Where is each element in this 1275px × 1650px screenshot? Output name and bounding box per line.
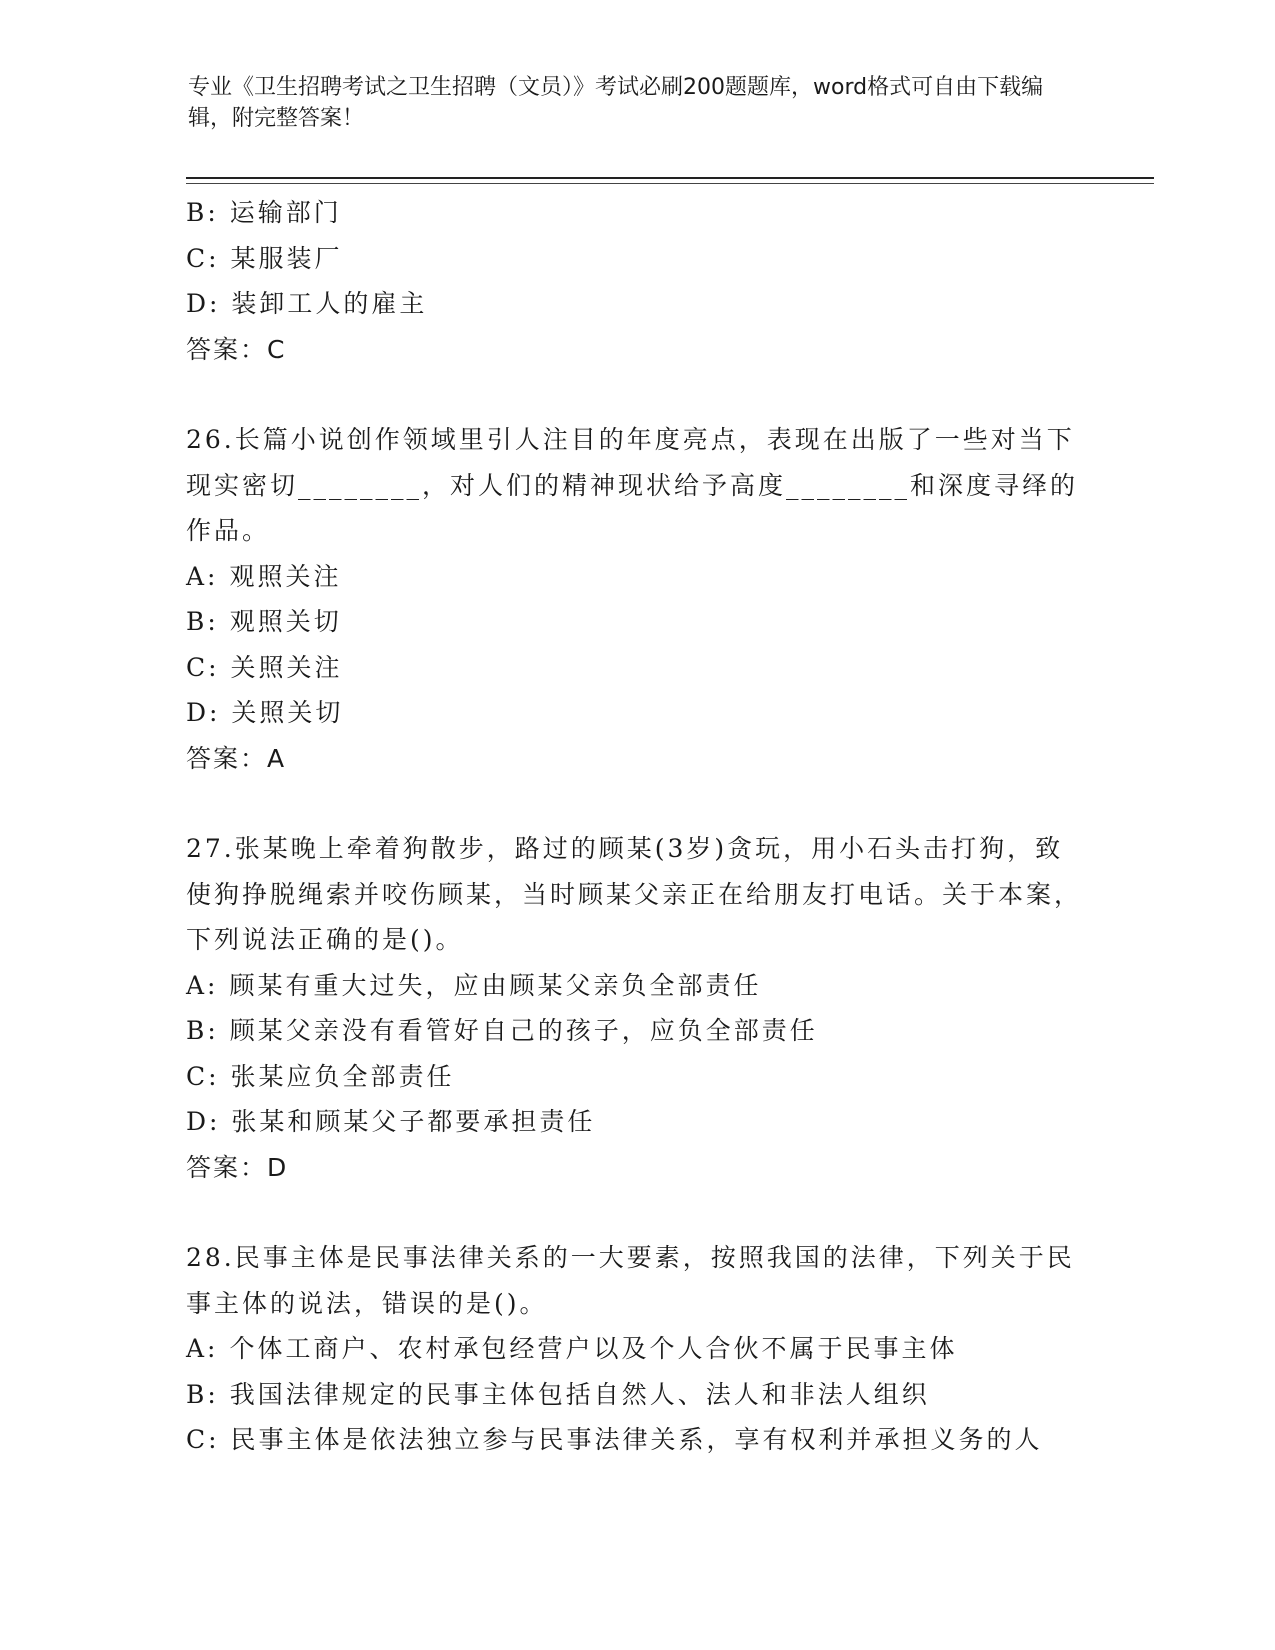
question-27 bbox=[186, 826, 1086, 1190]
answer-line: 答案：D bbox=[186, 1152, 289, 1182]
header-rule-thick bbox=[186, 177, 1154, 179]
header-rule-thin bbox=[186, 183, 1154, 184]
option-c: C: 某服装厂 bbox=[186, 243, 343, 273]
option-b: B: 运输部门 bbox=[186, 198, 342, 227]
option-c: C: 关照关注 bbox=[186, 652, 343, 682]
option-a: A: 顾某有重大过失，应由顾某父亲负全部责任 bbox=[186, 970, 762, 1000]
question-stem: 27.张某晚上牵着狗散步，路过的顾某(3岁)贪玩，用小石头击打狗，致使狗挣脱绳索并咬伤顾某，当时顾某父亲正在给朋友打电话。关于本案，下列说法正确的是()。 bbox=[186, 834, 1083, 954]
answer-line: 答案：A bbox=[186, 743, 287, 773]
question-stem: 26.长篇小说创作领域里引人注目的年度亮点，表现在出版了一些对当下现实密切________，对人们的精神现状给予高度________和深度寻绎的作品。 bbox=[186, 425, 1079, 545]
question-content bbox=[186, 190, 1086, 1463]
option-a: A: 观照关注 bbox=[186, 561, 342, 591]
partial-question bbox=[186, 190, 1086, 372]
option-a: A: 个体工商户、农村承包经营户以及个人合伙不属于民事主体 bbox=[186, 1334, 958, 1363]
question-28 bbox=[186, 1235, 1086, 1463]
question-stem: 28.民事主体是民事法律关系的一大要素，按照我国的法律，下列关于民事主体的说法，错误的是()。 bbox=[186, 1243, 1075, 1318]
option-b: B: 顾某父亲没有看管好自己的孩子，应负全部责任 bbox=[186, 1016, 818, 1045]
option-b: B: 观照关切 bbox=[186, 607, 342, 636]
option-d: D: 关照关切 bbox=[186, 698, 344, 727]
document-header: 专业《卫生招聘考试之卫生招聘（文员）》考试必刷200题题库，word格式可自由下载编辑，附完整答案！ bbox=[188, 75, 1044, 131]
option-b: B: 我国法律规定的民事主体包括自然人、法人和非法人组织 bbox=[186, 1379, 930, 1409]
option-c: C: 张某应负全部责任 bbox=[186, 1061, 455, 1091]
option-d: D: 装卸工人的雇主 bbox=[186, 289, 428, 318]
answer-line: 答案：C bbox=[186, 334, 287, 364]
question-26 bbox=[186, 417, 1086, 781]
option-c: C: 民事主体是依法独立参与民事法律关系，享有权利并承担义务的人 bbox=[186, 1425, 1043, 1454]
option-d: D: 张某和顾某父子都要承担责任 bbox=[186, 1107, 596, 1136]
